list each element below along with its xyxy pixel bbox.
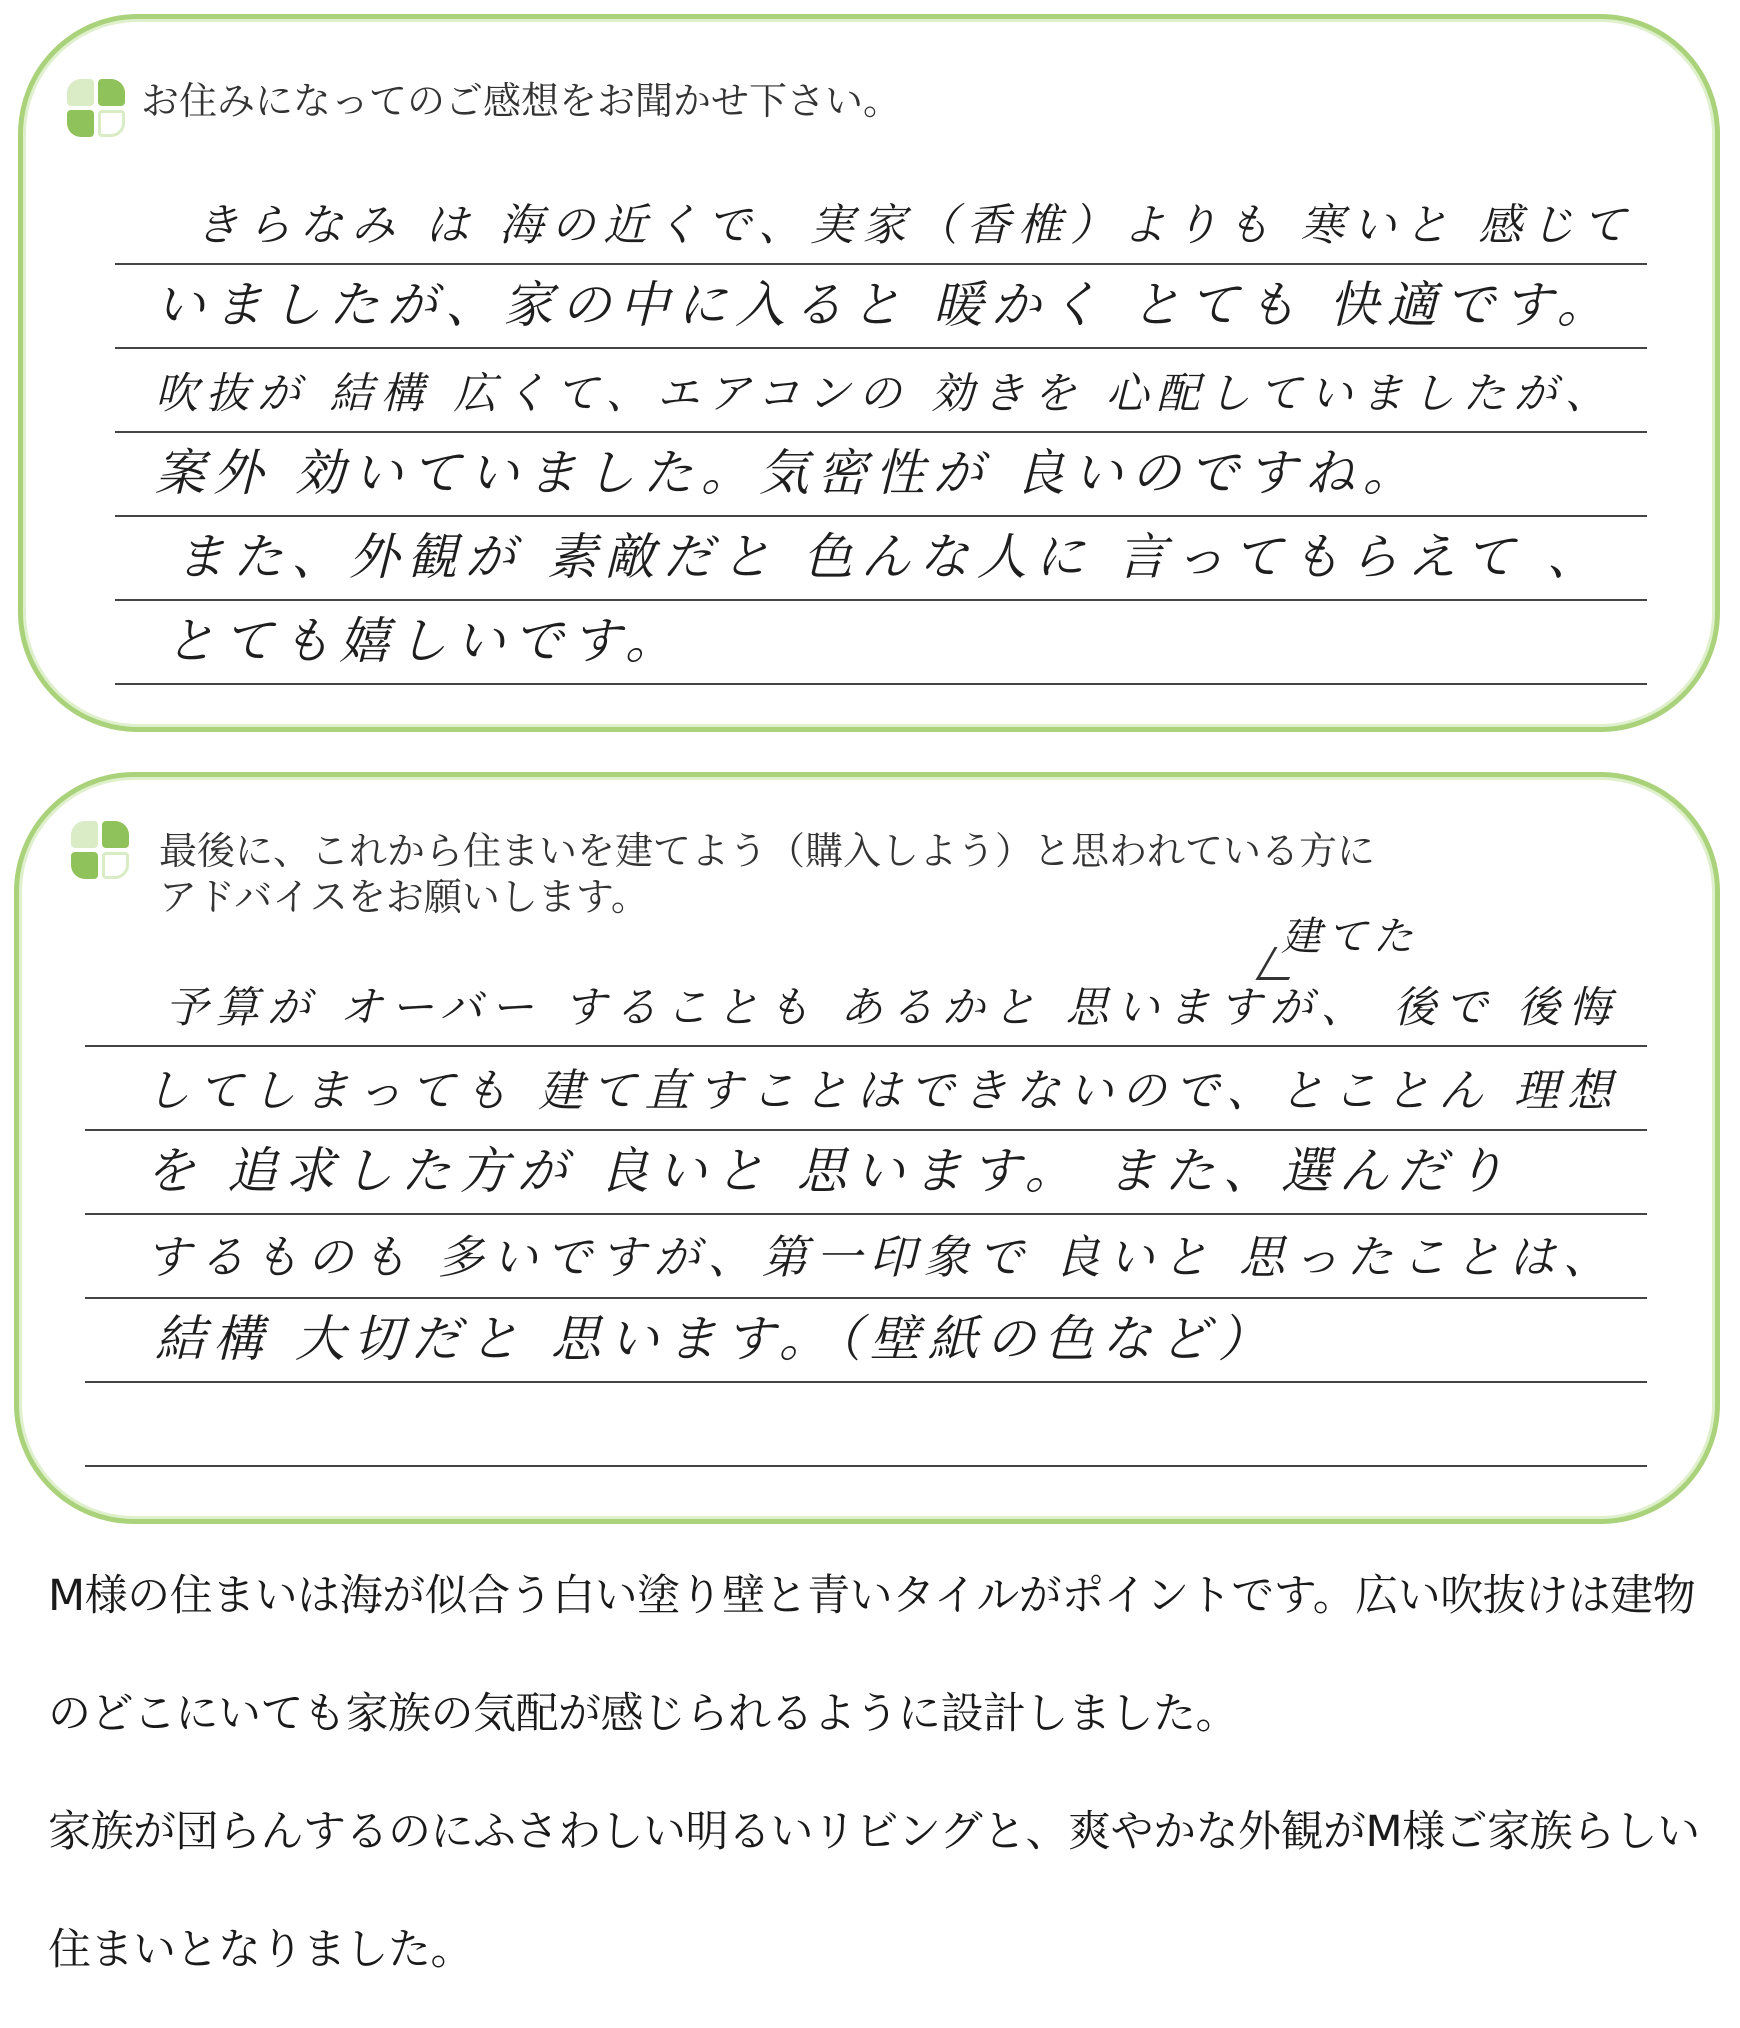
answer-line: 予算が オーバー することも あるかと 思いますが、 後で 後悔 xyxy=(85,963,1647,1047)
clover-logo-icon xyxy=(67,79,131,143)
description-line: のどこにいても家族の気配が感じられるように設計しました。 xyxy=(48,1689,1238,1739)
clover-logo-icon xyxy=(71,821,135,885)
answer-line: 吹抜が 結構 広くて、エアコンの 効きを 心配していましたが、 xyxy=(115,349,1647,433)
answer-line: 結構 大切だと 思います。（壁紙の色など） xyxy=(85,1299,1647,1383)
description-line: 住まいとなりました。 xyxy=(48,1925,473,1975)
impressions-answer xyxy=(115,181,1647,685)
description-line: 家族が団らんするのにふさわしい明るいリビングと、爽やかな外観がM様ご家族らしい xyxy=(48,1807,1700,1857)
advice-question-line-2: アドバイスをお願いします。 xyxy=(159,875,649,919)
impressions-panel xyxy=(18,14,1720,732)
answer-line: また、外観が 素敵だと 色んな人に 言ってもらえて 、 xyxy=(115,517,1647,601)
answer-line xyxy=(85,1383,1647,1467)
answer-line: 案外 効いていました。気密性が 良いのですね。 xyxy=(115,433,1647,517)
description-line: M様の住まいは海が似合う白い塗り壁と青いタイルがポイントです。広い吹抜けは建物 xyxy=(48,1571,1696,1621)
advice-panel xyxy=(14,772,1720,1524)
advice-answer xyxy=(85,963,1647,1467)
advice-question-line-1: 最後に、これから住まいを建てよう（購入しよう）と思われている方に xyxy=(159,829,1376,873)
impressions-question: お住みになってのご感想をお聞かせ下さい。 xyxy=(141,79,902,123)
insertion-note: 建てた xyxy=(1281,914,1419,960)
answer-line: きらなみ は 海の近くで、実家（香椎）よりも 寒いと 感じて xyxy=(115,181,1647,265)
answer-line: を 追求した方が 良いと 思います。 また、選んだり xyxy=(85,1131,1647,1215)
answer-line: とても嬉しいです。 xyxy=(115,601,1647,685)
answer-line: してしまっても 建て直すことはできないので、とことん 理想 xyxy=(85,1047,1647,1131)
answer-line: いましたが、家の中に入ると 暖かく とても 快適です。 xyxy=(115,265,1647,349)
answer-line: するものも 多いですが、第一印象で 良いと 思ったことは、 xyxy=(85,1215,1647,1299)
